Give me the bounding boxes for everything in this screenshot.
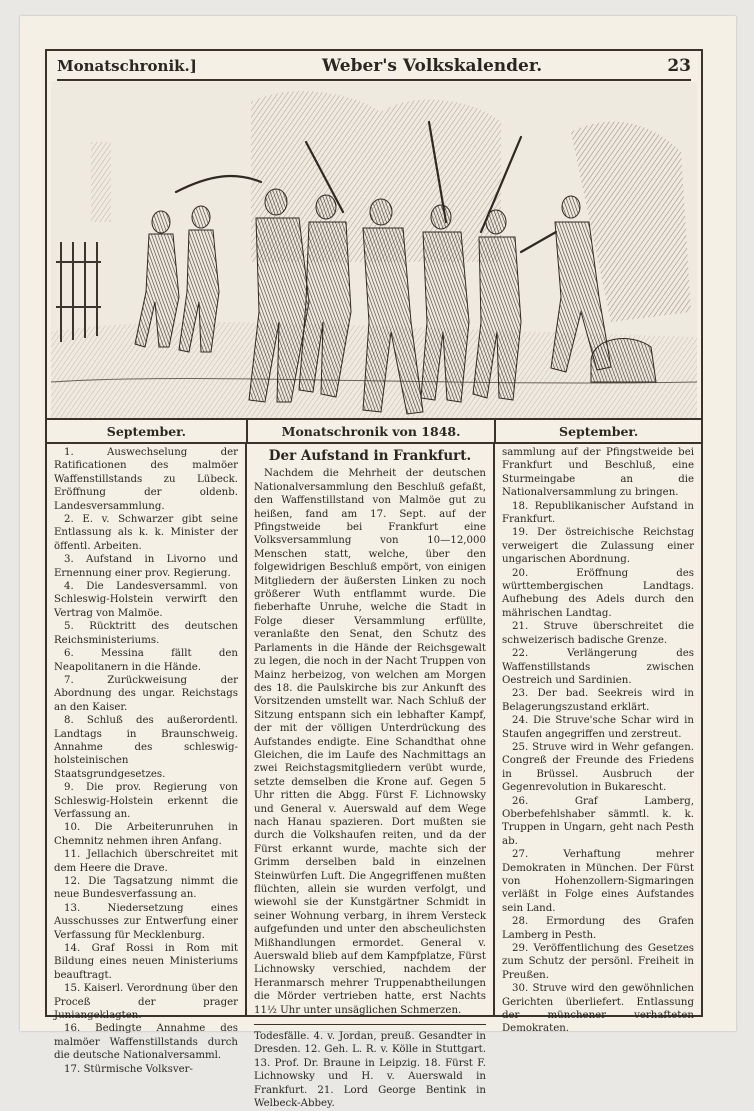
engraving-illustration <box>51 82 697 418</box>
chronicle-entry: 22. Verlängerung des Waffenstillstands zwischen Oestreich und Sardinien. <box>502 648 694 686</box>
newspaper-page <box>20 16 736 1110</box>
chronicle-entry: 6. Messina fällt den Neapolitanern in die Hände. <box>54 648 238 673</box>
header-section: Monatschronik.] <box>57 57 197 75</box>
chronicle-entry: 5. Rücktritt des deutschen Reichsministeriums. <box>54 621 238 646</box>
chronicle-entry: 25. Struve wird in Wehr gefangen. Congreß der Freunde des Friedens in Brüssel. Ausbruch der Gegenrevolution in Bukarescht. <box>502 741 694 794</box>
center-article-column <box>247 442 495 1110</box>
chronicle-entry: 16. Bedingte Annahme des malmöer Waffenstillstands durch die deutsche Nationalversamml. <box>54 1023 238 1062</box>
text-body <box>47 442 701 1110</box>
chronicle-entry: 9. Die prov. Regierung von Schleswig-Holstein erkennt die Verfassung an. <box>54 782 238 820</box>
chronicle-entry: 10. Die Arbeiterunruhen in Chemnitz nehmen ihren Anfang. <box>54 822 238 847</box>
page-number: 23 <box>667 56 691 76</box>
chronicle-entry: 20. Eröffnung des württembergischen Landtags. Aufhebung des Adels durch den mährischen Landtag. <box>502 567 694 619</box>
article-text: Nachdem die Mehrheit der deutschen Nationalversammlung den Beschluß gefaßt, den Waffenstillstand von Malmöe gut zu heißen, fand am 17. Sept. auf der Pfingstweide bei Frankfurt eine Volksversammlung von 10—12,000 Menschen statt, welche, über den folgewidrigen Beschluß empört, von einigen Mitgliedern der äußersten Linken zu noch größerer Wuth entflammt wurde. Die fieberhafte Unruhe, welche die Stadt in Folge dieser Versammlung erfüllte, veranlaßte den Senat, den Schutz des Parlaments in die Hände der Reichsgewalt zu legen, die noch in der Nacht Truppen von Mainz herbeizog, von welchen am Morgen des 18. die Paulskirche bis zur Ankunft des Vorsitzenden umstellt war. Nach Schluß der Sitzung entspann sich ein lebhafter Kampf, der mit der völligen Unterdrückung des Aufstandes endigte. Eine Schandthat ohne Gleichen, die im Laufe des Nachmittags an zwei Reichstagsmitgliedern verübt wurde, setzte demselben die Krone auf. Gegen 5 Uhr ritten die Abgg. Fürst F. Lichnowsky und General v. Auerswald auf dem Wege nach Hanau spazieren. Dort mußten sie durch die Volkshaufen reiten, und da der Fürst erkannt wurde, machte sich der Grimm derselben bald in einzelnen Steinwürfen Luft. Die Angegriffenen mußten flüchten, allein sie wurden verfolgt, und wiewohl sie der Kunstgärtner Schmidt in seiner Wohnung verbarg, in ihrem Versteck aufgefunden und unter den abscheulichsten Mißhandlungen ermordet. General v. Auerswald blieb auf dem Kampfplatze, Fürst Lichnowsky verschied, nachdem der Heranmarsch mehrer Truppenabtheilungen die Mörder vertrieben hatte, erst Nachts 11½ Uhr unter unsäglichen Schmerzen. <box>254 468 486 1016</box>
chronicle-entry: 7. Zurückweisung der Abordnung des ungar. Reichstags an den Kaiser. <box>54 674 238 713</box>
chronicle-entry: 24. Die Struve'sche Schar wird in Staufen angegriffen und zerstreut. <box>502 715 694 740</box>
chronicle-entry: 17. Stürmische Volksver- <box>64 1063 193 1075</box>
chronicle-entry: 28. Ermordung des Grafen Lamberg in Pesth. <box>502 916 694 941</box>
chronicle-entry: 14. Graf Rossi in Rom mit Bildung eines neuen Ministeriums beauftragt. <box>54 943 238 981</box>
right-column-header: September. <box>559 423 639 439</box>
left-column-header: September. <box>47 420 248 442</box>
chronicle-entry: 2. E. v. Schwarzer gibt seine Entlassung als k. k. Minister der öffentl. Arbeiten. <box>54 514 238 552</box>
chronicle-entry: 29. Veröffentlichung des Gesetzes zum Schutz der persönl. Freiheit in Preußen. <box>502 943 694 981</box>
chronicle-entry: 23. Der bad. Seekreis wird in Belagerungszustand erklärt. <box>502 688 694 713</box>
right-chronicle-column <box>495 442 701 1035</box>
chronicle-entry: 18. Republikanischer Aufstand in Frankfurt. <box>502 500 694 526</box>
deaths-notice: Todesfälle. 4. v. Jordan, preuß. Gesandter in Dresden. 12. Geh. L. R. v. Kölle in Stuttgart. 13. Prof. Dr. Braune in Leipzig. 18. Fürst F. Lichnowsky und H. v. Auerswald in Frankfurt. 21. Lord George Bentink in Welbeck-Abbey. <box>254 1031 486 1110</box>
chronicle-entry: 8. Schluß des außerordentl. Landtags in Braunschweig. Annahme des schleswig-holsteinischen Staatsgrundgesetzes. <box>54 715 238 780</box>
column-headers <box>47 418 701 444</box>
chronicle-entry: 26. Graf Lamberg, Oberbefehlshaber sämmtl. k. k. Truppen in Ungarn, geht nach Pesth ab. <box>502 795 694 847</box>
chronicle-entry: 21. Struve überschreitet die schweizerisch badische Grenze. <box>502 621 694 646</box>
divider <box>254 1024 486 1025</box>
chronicle-entry: 11. Jellachich überschreitet mit dem Heere die Drave. <box>54 849 238 874</box>
chronicle-entry: 1. Auswechselung der Ratificationen des malmöer Waffenstillstands zu Lübeck. Eröffnung der oldenb. Landesversammlung. <box>54 447 238 512</box>
center-column-header: Monatschronik von 1848. <box>248 420 496 442</box>
chronicle-entry: 13. Niedersetzung eines Ausschusses zur Entwerfung einer Verfassung für Mecklenburg. <box>54 902 238 941</box>
article-title: Der Aufstand in Frankfurt. <box>268 448 472 464</box>
chronicle-entry: 4. Die Landesversamml. von Schleswig-Holstein verwirft den Vertrag von Malmöe. <box>54 581 238 619</box>
left-chronicle-column <box>47 442 247 1075</box>
chronicle-entry: 27. Verhaftung mehrer Demokraten in München. Der Fürst von Hohenzollern-Sigmaringen verläßt in Folge eines Aufstandes sein Land. <box>502 849 694 914</box>
header-publication-title: Weber's Volkskalender. <box>322 56 543 76</box>
chronicle-entry: sammlung auf der Pfingstweide bei Frankfurt und Beschluß, eine Sturmeingabe an die Nationalversammlung zu bringen. <box>502 447 694 499</box>
running-header <box>57 53 691 81</box>
chronicle-entry: 15. Kaiserl. Verordnung über den Proceß der prager Juniangeklagten. <box>54 983 238 1022</box>
chronicle-entry: 30. Struve wird den gewöhnlichen Gerichten überliefert. Entlassung der münchener verhafteten Demokraten. <box>502 983 694 1035</box>
page-frame <box>45 49 703 1110</box>
riot-scene-engraving <box>51 82 697 418</box>
chronicle-entry: 12. Die Tagsatzung nimmt die neue Bundesverfassung an. <box>54 876 238 901</box>
chronicle-entry: 19. Der östreichische Reichstag verweigert die Zulassung einer ungarischen Abordnung. <box>502 527 694 566</box>
chronicle-entry: 3. Aufstand in Livorno und Ernennung einer prov. Regierung. <box>54 554 238 579</box>
